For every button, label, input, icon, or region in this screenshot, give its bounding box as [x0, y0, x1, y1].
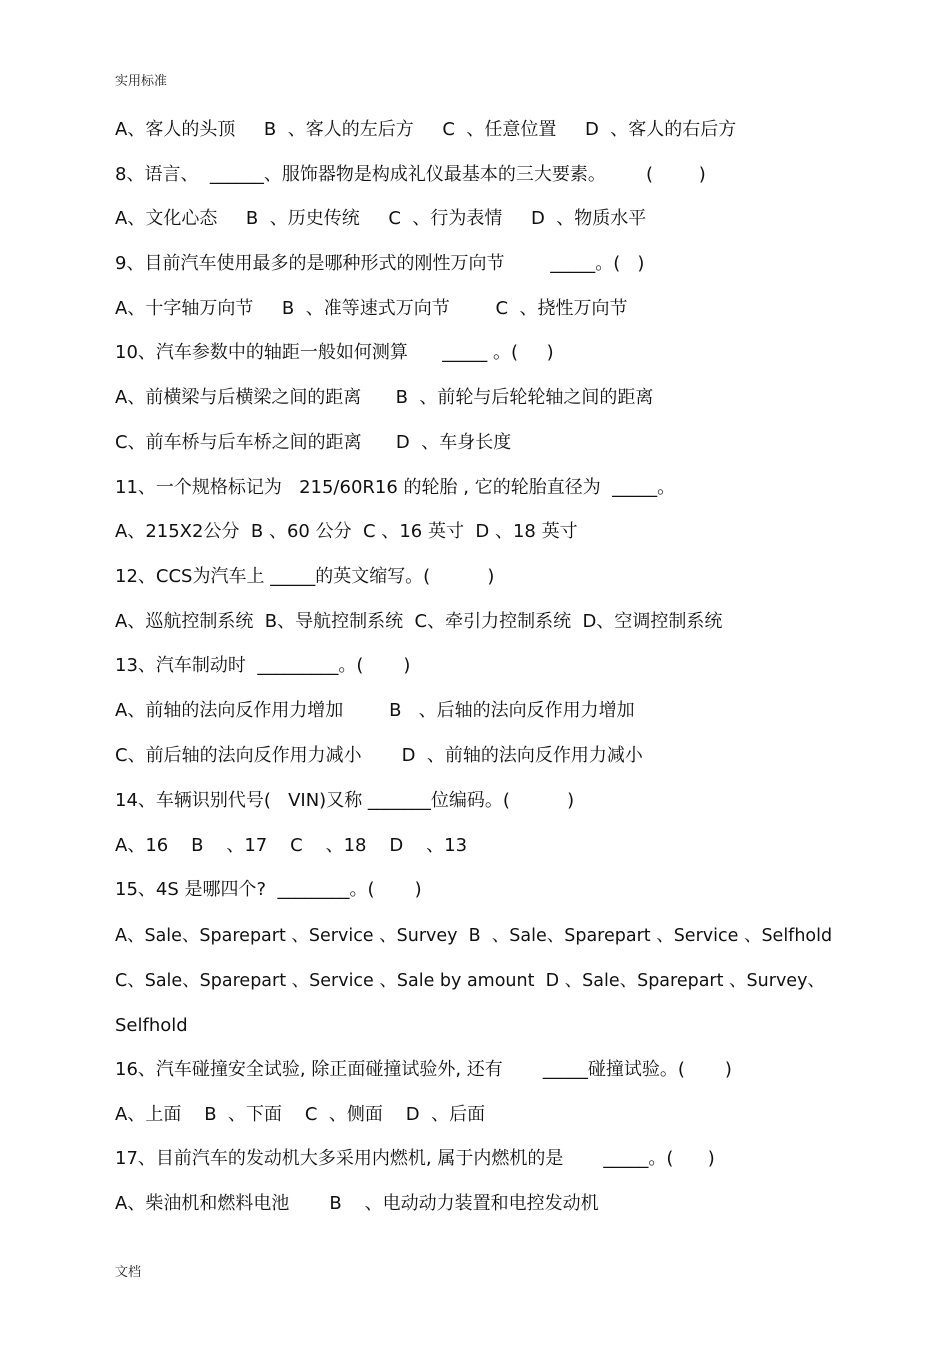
text-line: A、前轴的法向反作用力增加 B 、后轴的法向反作用力增加 [115, 700, 635, 721]
text-line: 9、目前汽车使用最多的是哪种形式的刚性万向节 _____。( ) [115, 253, 645, 274]
text-line: C、前后轴的法向反作用力减小 D 、前轴的法向反作用力减小 [115, 745, 643, 766]
text-line: A、前横梁与后横梁之间的距离 B 、前轮与后轮轮轴之间的距离 [115, 387, 654, 408]
text-line: A、Sale、Sparepart 、Service 、Survey B 、Sale、Sparepart 、Service 、Selfhold [115, 926, 833, 946]
text-line: A、十字轴万向节 B 、准等速式万向节 C 、挠性万向节 [115, 298, 628, 319]
text-line: A、215X2公分 B 、60 公分 C 、16 英寸 D 、18 英寸 [115, 521, 578, 542]
text-line: A、上面 B 、下面 C 、侧面 D 、后面 [115, 1104, 486, 1125]
text-line: A、16 B 、17 C 、18 D 、13 [115, 835, 468, 856]
text-line: A、柴油机和燃料电池 B 、电动动力装置和电控发动机 [115, 1193, 599, 1214]
text-line: 13、汽车制动时 _________。( ) [115, 655, 411, 676]
text-line: 15、4S 是哪四个? ________。( ) [115, 879, 422, 900]
text-line: 8、语言、 ______、服饰器物是构成礼仪最基本的三大要素。 ( ) [115, 164, 706, 185]
page-header: 实用标准 [115, 74, 168, 89]
text-line: Selfhold [115, 1015, 188, 1036]
page-footer: 文档 [115, 1265, 142, 1280]
text-line: A、客人的头顶 B 、客人的左后方 C 、任意位置 D 、客人的右后方 [115, 119, 737, 140]
text-line: 11、一个规格标记为 215/60R16 的轮胎 , 它的轮胎直径为 _____。 [115, 477, 676, 498]
text-line: 14、车辆识别代号( VIN)又称 _______位编码。( ) [115, 790, 575, 811]
text-line: 16、汽车碰撞安全试验, 除正面碰撞试验外, 还有 _____碰撞试验。( ) [115, 1059, 732, 1080]
text-line: C、Sale、Sparepart 、Service 、Sale by amount D 、Sale、Sparepart 、Survey、 [115, 971, 825, 991]
text-line: A、巡航控制系统 B、导航控制系统 C、牵引力控制系统 D、空调控制系统 [115, 611, 723, 632]
text-line: A、文化心态 B 、历史传统 C 、行为表情 D 、物质水平 [115, 208, 647, 229]
text-line: 12、CCS为汽车上 _____的英文缩写。( ) [115, 566, 495, 587]
text-line: C、前车桥与后车桥之间的距离 D 、车身长度 [115, 432, 512, 453]
text-line: 10、汽车参数中的轴距一般如何测算 _____ 。( ) [115, 342, 554, 363]
text-line: 17、目前汽车的发动机大多采用内燃机, 属于内燃机的是 _____。( ) [115, 1148, 715, 1169]
